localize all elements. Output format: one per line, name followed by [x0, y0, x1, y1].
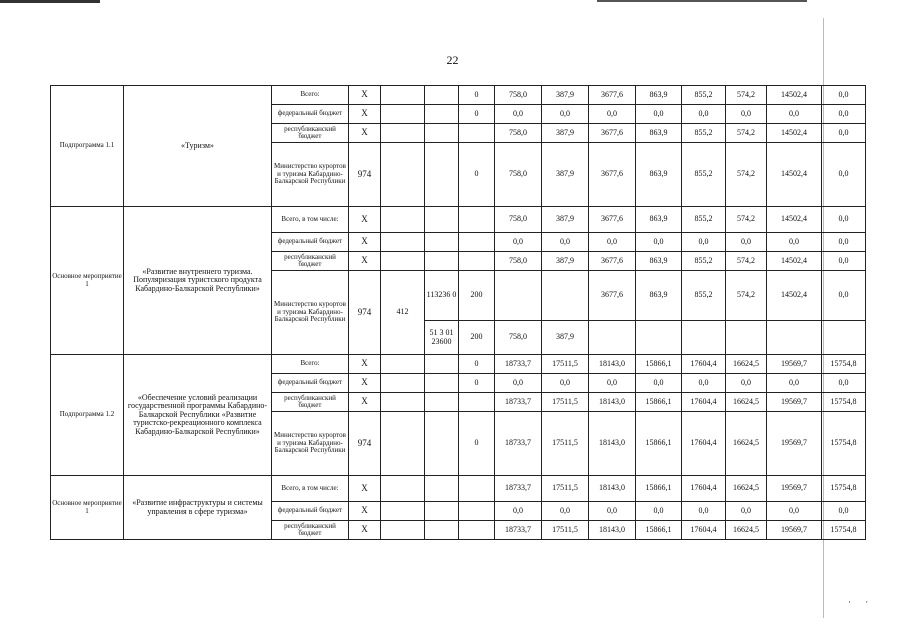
value-cell: 758,0: [495, 321, 542, 355]
value-cell: 855,2: [682, 252, 726, 271]
value-cell: 0,0: [726, 105, 767, 124]
rz-cell: [381, 105, 425, 124]
value-cell: 758,0: [495, 124, 542, 143]
value-cell: 0,0: [822, 143, 866, 207]
grbs-cell: X: [349, 476, 381, 502]
csr-cell: [425, 355, 459, 374]
value-cell: 758,0: [495, 207, 542, 233]
grbs-cell: X: [349, 393, 381, 412]
value-cell: 0,0: [822, 374, 866, 393]
program-code-cell: Подпрограмма 1.1: [51, 86, 124, 207]
vr-cell: 200: [459, 271, 495, 321]
value-cell: 0,0: [636, 233, 682, 252]
grbs-cell: X: [349, 355, 381, 374]
rz-cell: [381, 355, 425, 374]
value-cell: 863,9: [636, 271, 682, 321]
value-cell: 3677,6: [589, 207, 636, 233]
csr-cell: [425, 143, 459, 207]
value-cell: 387,9: [542, 143, 589, 207]
value-cell: 0,0: [495, 502, 542, 521]
row-label-cell: Министерство курортов и туризма Кабардино-Балкарской Республики: [272, 143, 349, 207]
footer-marks: · ·: [848, 597, 875, 607]
value-cell: 17511,5: [542, 476, 589, 502]
csr-cell: 113236 0: [425, 271, 459, 321]
value-cell: 15866,1: [636, 476, 682, 502]
value-cell: 0,0: [589, 233, 636, 252]
rz-cell: [381, 252, 425, 271]
value-cell: 0,0: [822, 105, 866, 124]
vr-cell: [459, 476, 495, 502]
value-cell: 0,0: [767, 374, 822, 393]
value-cell: 574,2: [726, 252, 767, 271]
csr-cell: [425, 233, 459, 252]
program-title-cell: «Развитие внутреннего туризма. Популяризация туристского продукта Кабардино-Балкарской Республики»: [124, 207, 272, 355]
vr-cell: 0: [459, 105, 495, 124]
value-cell: 18143,0: [589, 412, 636, 476]
vr-cell: [459, 252, 495, 271]
row-label-cell: Министерство курортов и туризма Кабардино-Балкарской Республики: [272, 271, 349, 355]
value-cell: 19569,7: [767, 355, 822, 374]
value-cell: 3677,6: [589, 143, 636, 207]
value-cell: 855,2: [682, 271, 726, 321]
value-cell: 0,0: [495, 105, 542, 124]
scan-edge-mark: [0, 0, 100, 3]
value-cell: 14502,4: [767, 124, 822, 143]
csr-cell: [425, 476, 459, 502]
value-cell: 0,0: [682, 374, 726, 393]
rz-cell: [381, 86, 425, 105]
grbs-cell: X: [349, 105, 381, 124]
value-cell: 758,0: [495, 86, 542, 105]
csr-cell: [425, 412, 459, 476]
value-cell: 3677,6: [589, 124, 636, 143]
value-cell: [767, 321, 822, 355]
program-code-cell: Основное мероприятие 1: [51, 207, 124, 355]
value-cell: 0,0: [589, 502, 636, 521]
value-cell: 0,0: [822, 502, 866, 521]
rz-cell: [381, 207, 425, 233]
csr-cell: [425, 521, 459, 540]
value-cell: 387,9: [542, 207, 589, 233]
rz-cell: [381, 502, 425, 521]
csr-cell: 51 3 01 23600: [425, 321, 459, 355]
table-row: [51, 207, 866, 233]
grbs-cell: X: [349, 374, 381, 393]
value-cell: 3677,6: [589, 86, 636, 105]
value-cell: 387,9: [542, 321, 589, 355]
value-cell: 17511,5: [542, 355, 589, 374]
value-cell: 14502,4: [767, 252, 822, 271]
grbs-cell: 974: [349, 143, 381, 207]
value-cell: 18143,0: [589, 521, 636, 540]
value-cell: 0,0: [822, 86, 866, 105]
value-cell: 0,0: [542, 105, 589, 124]
value-cell: 574,2: [726, 271, 767, 321]
page-number: 22: [446, 53, 459, 67]
value-cell: 19569,7: [767, 393, 822, 412]
value-cell: 18733,7: [495, 521, 542, 540]
table-row: [51, 86, 866, 105]
value-cell: 0,0: [636, 374, 682, 393]
value-cell: 16624,5: [726, 521, 767, 540]
value-cell: 0,0: [767, 233, 822, 252]
row-label-cell: федеральный бюджет: [272, 105, 349, 124]
program-title-cell: «Обеспечение условий реализации государственной программы Кабардино-Балкарской Республики «Развитие туристско-рекреационного комплекса Кабардино-Балкарской Республики»: [124, 355, 272, 476]
value-cell: 574,2: [726, 143, 767, 207]
grbs-cell: X: [349, 86, 381, 105]
csr-cell: [425, 252, 459, 271]
value-cell: [589, 321, 636, 355]
value-cell: 387,9: [542, 86, 589, 105]
value-cell: 863,9: [636, 252, 682, 271]
value-cell: 574,2: [726, 124, 767, 143]
vr-cell: 0: [459, 412, 495, 476]
scan-edge-mark: [597, 0, 807, 2]
program-title-cell: «Туризм»: [124, 86, 272, 207]
value-cell: 14502,4: [767, 207, 822, 233]
value-cell: 15866,1: [636, 355, 682, 374]
csr-cell: [425, 124, 459, 143]
row-label-cell: Всего:: [272, 355, 349, 374]
rz-cell: [381, 143, 425, 207]
value-cell: 18733,7: [495, 393, 542, 412]
value-cell: 16624,5: [726, 476, 767, 502]
row-label-cell: республиканский бюджет: [272, 124, 349, 143]
value-cell: 15754,8: [822, 476, 866, 502]
csr-cell: [425, 207, 459, 233]
value-cell: 18143,0: [589, 476, 636, 502]
vr-cell: 200: [459, 321, 495, 355]
csr-cell: [425, 393, 459, 412]
value-cell: 0,0: [726, 233, 767, 252]
value-cell: 0,0: [495, 374, 542, 393]
value-cell: 18143,0: [589, 355, 636, 374]
value-cell: 0,0: [589, 105, 636, 124]
csr-cell: [425, 86, 459, 105]
vr-cell: [459, 233, 495, 252]
rz-cell: 412: [381, 271, 425, 355]
vr-cell: [459, 521, 495, 540]
row-label-cell: республиканский бюджет: [272, 393, 349, 412]
program-code-cell: Подпрограмма 1.2: [51, 355, 124, 476]
vr-cell: 0: [459, 355, 495, 374]
value-cell: 0,0: [495, 233, 542, 252]
row-label-cell: Министерство курортов и туризма Кабардино-Балкарской Республики: [272, 412, 349, 476]
value-cell: 15866,1: [636, 521, 682, 540]
csr-cell: [425, 105, 459, 124]
value-cell: [636, 321, 682, 355]
value-cell: 18733,7: [495, 355, 542, 374]
value-cell: 14502,4: [767, 271, 822, 321]
value-cell: 855,2: [682, 143, 726, 207]
row-label-cell: федеральный бюджет: [272, 502, 349, 521]
value-cell: [822, 321, 866, 355]
csr-cell: [425, 502, 459, 521]
rz-cell: [381, 124, 425, 143]
rz-cell: [381, 233, 425, 252]
value-cell: 15754,8: [822, 521, 866, 540]
value-cell: 0,0: [636, 105, 682, 124]
table-body: [51, 86, 866, 540]
value-cell: 16624,5: [726, 355, 767, 374]
value-cell: 15866,1: [636, 412, 682, 476]
value-cell: 15866,1: [636, 393, 682, 412]
value-cell: 17511,5: [542, 521, 589, 540]
value-cell: 17511,5: [542, 412, 589, 476]
vr-cell: 0: [459, 374, 495, 393]
grbs-cell: 974: [349, 412, 381, 476]
value-cell: 15754,8: [822, 355, 866, 374]
value-cell: 0,0: [767, 502, 822, 521]
value-cell: 863,9: [636, 86, 682, 105]
value-cell: 17511,5: [542, 393, 589, 412]
grbs-cell: X: [349, 252, 381, 271]
value-cell: 15754,8: [822, 393, 866, 412]
vr-cell: [459, 502, 495, 521]
value-cell: 0,0: [542, 374, 589, 393]
value-cell: 855,2: [682, 124, 726, 143]
value-cell: 19569,7: [767, 412, 822, 476]
value-cell: 17604,4: [682, 355, 726, 374]
value-cell: [682, 321, 726, 355]
row-label-cell: федеральный бюджет: [272, 374, 349, 393]
table-row: [51, 476, 866, 502]
value-cell: [542, 271, 589, 321]
rz-cell: [381, 412, 425, 476]
value-cell: 19569,7: [767, 521, 822, 540]
value-cell: [726, 321, 767, 355]
value-cell: 0,0: [822, 271, 866, 321]
row-label-cell: Всего:: [272, 86, 349, 105]
value-cell: 855,2: [682, 207, 726, 233]
value-cell: 387,9: [542, 124, 589, 143]
value-cell: 17604,4: [682, 393, 726, 412]
rz-cell: [381, 393, 425, 412]
value-cell: 15754,8: [822, 412, 866, 476]
value-cell: 3677,6: [589, 252, 636, 271]
rz-cell: [381, 476, 425, 502]
grbs-cell: X: [349, 124, 381, 143]
value-cell: 0,0: [767, 105, 822, 124]
value-cell: 18733,7: [495, 412, 542, 476]
row-label-cell: федеральный бюджет: [272, 233, 349, 252]
value-cell: 16624,5: [726, 412, 767, 476]
row-label-cell: республиканский бюджет: [272, 252, 349, 271]
program-code-cell: Основное мероприятие 1: [51, 476, 124, 540]
row-label-cell: Всего, в том числе:: [272, 476, 349, 502]
value-cell: 574,2: [726, 207, 767, 233]
value-cell: 0,0: [822, 207, 866, 233]
rz-cell: [381, 374, 425, 393]
grbs-cell: X: [349, 502, 381, 521]
value-cell: 18143,0: [589, 393, 636, 412]
rz-cell: [381, 521, 425, 540]
value-cell: 0,0: [726, 502, 767, 521]
value-cell: 855,2: [682, 86, 726, 105]
value-cell: 0,0: [682, 233, 726, 252]
vr-cell: 0: [459, 143, 495, 207]
value-cell: 0,0: [542, 233, 589, 252]
value-cell: 3677,6: [589, 271, 636, 321]
value-cell: 0,0: [589, 374, 636, 393]
csr-cell: [425, 374, 459, 393]
value-cell: 14502,4: [767, 86, 822, 105]
row-label-cell: республиканский бюджет: [272, 521, 349, 540]
value-cell: 19569,7: [767, 476, 822, 502]
value-cell: 387,9: [542, 252, 589, 271]
value-cell: 0,0: [682, 502, 726, 521]
grbs-cell: X: [349, 207, 381, 233]
value-cell: 0,0: [822, 233, 866, 252]
value-cell: 863,9: [636, 143, 682, 207]
value-cell: 17604,4: [682, 521, 726, 540]
vr-cell: [459, 393, 495, 412]
budget-table: [50, 85, 866, 540]
grbs-cell: X: [349, 233, 381, 252]
table-row: [51, 355, 866, 374]
value-cell: 0,0: [726, 374, 767, 393]
value-cell: [495, 271, 542, 321]
value-cell: 0,0: [822, 124, 866, 143]
value-cell: 17604,4: [682, 476, 726, 502]
value-cell: 758,0: [495, 143, 542, 207]
row-label-cell: Всего, в том числе:: [272, 207, 349, 233]
vr-cell: 0: [459, 86, 495, 105]
value-cell: 16624,5: [726, 393, 767, 412]
value-cell: 574,2: [726, 86, 767, 105]
value-cell: 0,0: [542, 502, 589, 521]
value-cell: 758,0: [495, 252, 542, 271]
program-title-cell: «Развитие инфраструктуры и системы управления в сфере туризма»: [124, 476, 272, 540]
value-cell: 0,0: [682, 105, 726, 124]
value-cell: 863,9: [636, 207, 682, 233]
vr-cell: [459, 124, 495, 143]
value-cell: 0,0: [636, 502, 682, 521]
vr-cell: [459, 207, 495, 233]
value-cell: 863,9: [636, 124, 682, 143]
value-cell: 18733,7: [495, 476, 542, 502]
grbs-cell: 974: [349, 271, 381, 355]
value-cell: 0,0: [822, 252, 866, 271]
value-cell: 14502,4: [767, 143, 822, 207]
value-cell: 17604,4: [682, 412, 726, 476]
grbs-cell: X: [349, 521, 381, 540]
